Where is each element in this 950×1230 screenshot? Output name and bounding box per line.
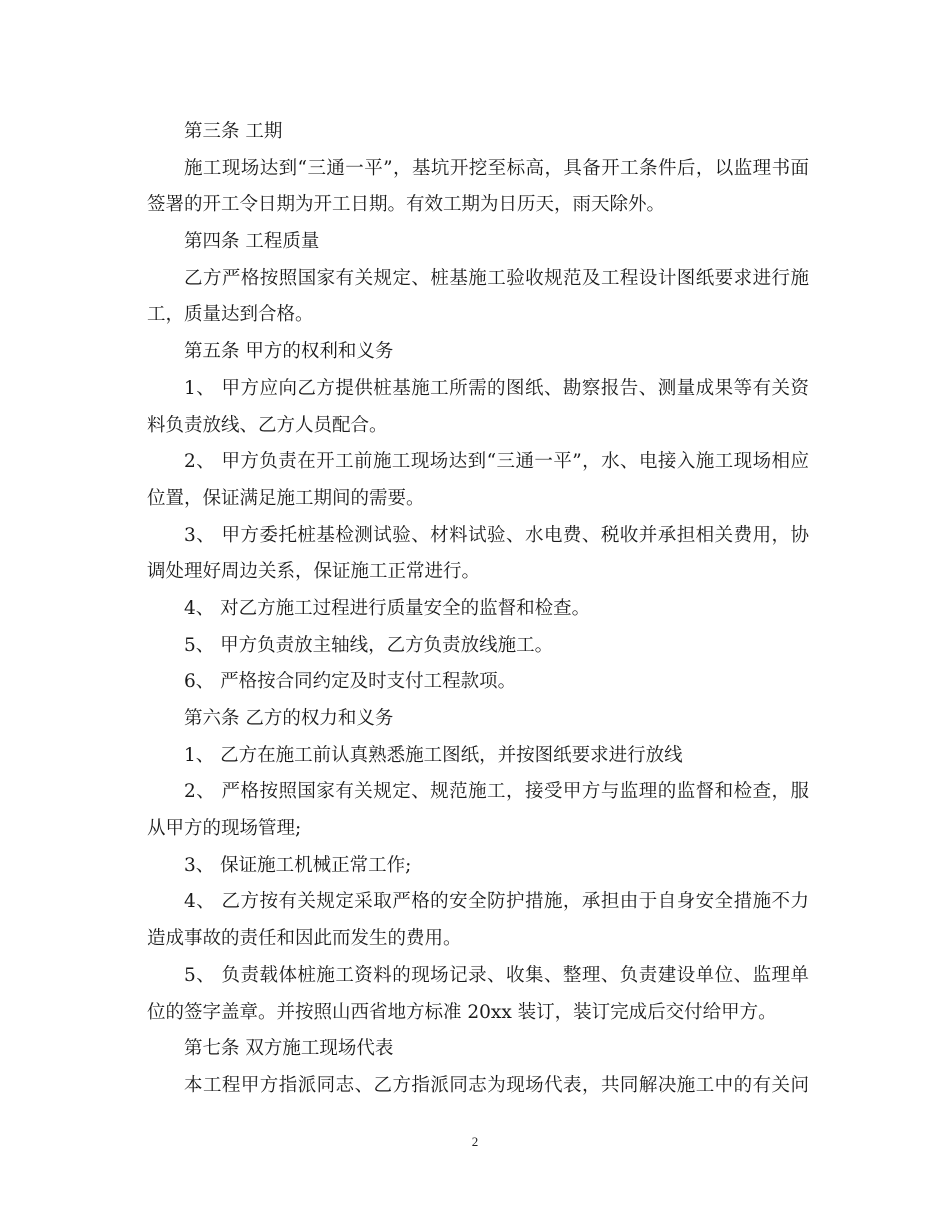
section-heading: 第五条 甲方的权利和义务 [184,341,394,363]
section-heading: 第六条 乙方的权力和义务 [184,708,394,729]
paragraph-line: 本工程甲方指派同志、乙方指派同志为现场代表，共同解决施工中的有关问 [184,1074,809,1096]
section-heading: 第三条 工期 [184,121,283,142]
list-item-line: 1、 甲方应向乙方提供桩基施工所需的图纸、勘察报告、测量成果等有关资 [184,377,809,399]
list-item-line: 位置，保证满足施工期间的需要。 [147,487,425,509]
paragraph-line: 签署的开工令日期为开工日期。有效工期为日历天，雨天除外。 [147,194,666,216]
list-item-line: 4、 对乙方施工过程进行质量安全的监督和检查。 [184,597,591,619]
list-item-line: 造成事故的责任和因此而发生的费用。 [147,928,462,950]
list-item-line: 从甲方的现场管理; [147,818,302,840]
list-item-line: 料负责放线、乙方人员配合。 [147,414,388,436]
list-item-line: 2、 严格按照国家有关规定、规范施工，接受甲方与监理的监督和检查，服 [184,781,809,803]
list-item-line: 5、 负责载体桩施工资料的现场记录、收集、整理、负责建设单位、监理单 [184,964,809,986]
paragraph-line: 施工现场达到“三通一平”，基坑开挖至标高，具备开工条件后，以监理书面 [184,157,809,179]
list-item-line: 2、 甲方负责在开工前施工现场达到“三通一平”，水、电接入施工现场相应 [184,451,809,473]
page-number: 2 [471,1134,479,1149]
list-item-line: 4、 乙方按有关规定采取严格的安全防护措施，承担由于自身安全措施不力 [184,891,809,913]
list-item-line: 6、 严格按合同约定及时支付工程款项。 [184,671,517,693]
section-heading: 第四条 工程质量 [184,231,320,253]
document-body [147,114,809,1105]
paragraph-line: 工，质量达到合格。 [147,304,314,326]
list-item-line: 位的签字盖章。并按照山西省地方标准 20xx 装订，装订完成后交付给甲方。 [147,1001,777,1023]
paragraph-line: 乙方严格按照国家有关规定、桩基施工验收规范及工程设计图纸要求进行施 [184,267,809,289]
list-item-line: 5、 甲方负责放主轴线，乙方负责放线施工。 [184,634,554,656]
list-item-line: 3、 甲方委托桩基检测试验、材料试验、水电费、税收并承担相关费用，协 [184,524,809,546]
list-item-line: 3、 保证施工机械正常工作; [184,854,412,876]
section-heading: 第七条 双方施工现场代表 [184,1038,394,1060]
list-item-line: 1、 乙方在施工前认真熟悉施工图纸，并按图纸要求进行放线 [184,744,683,766]
list-item-line: 调处理好周边关系，保证施工正常进行。 [147,561,481,583]
